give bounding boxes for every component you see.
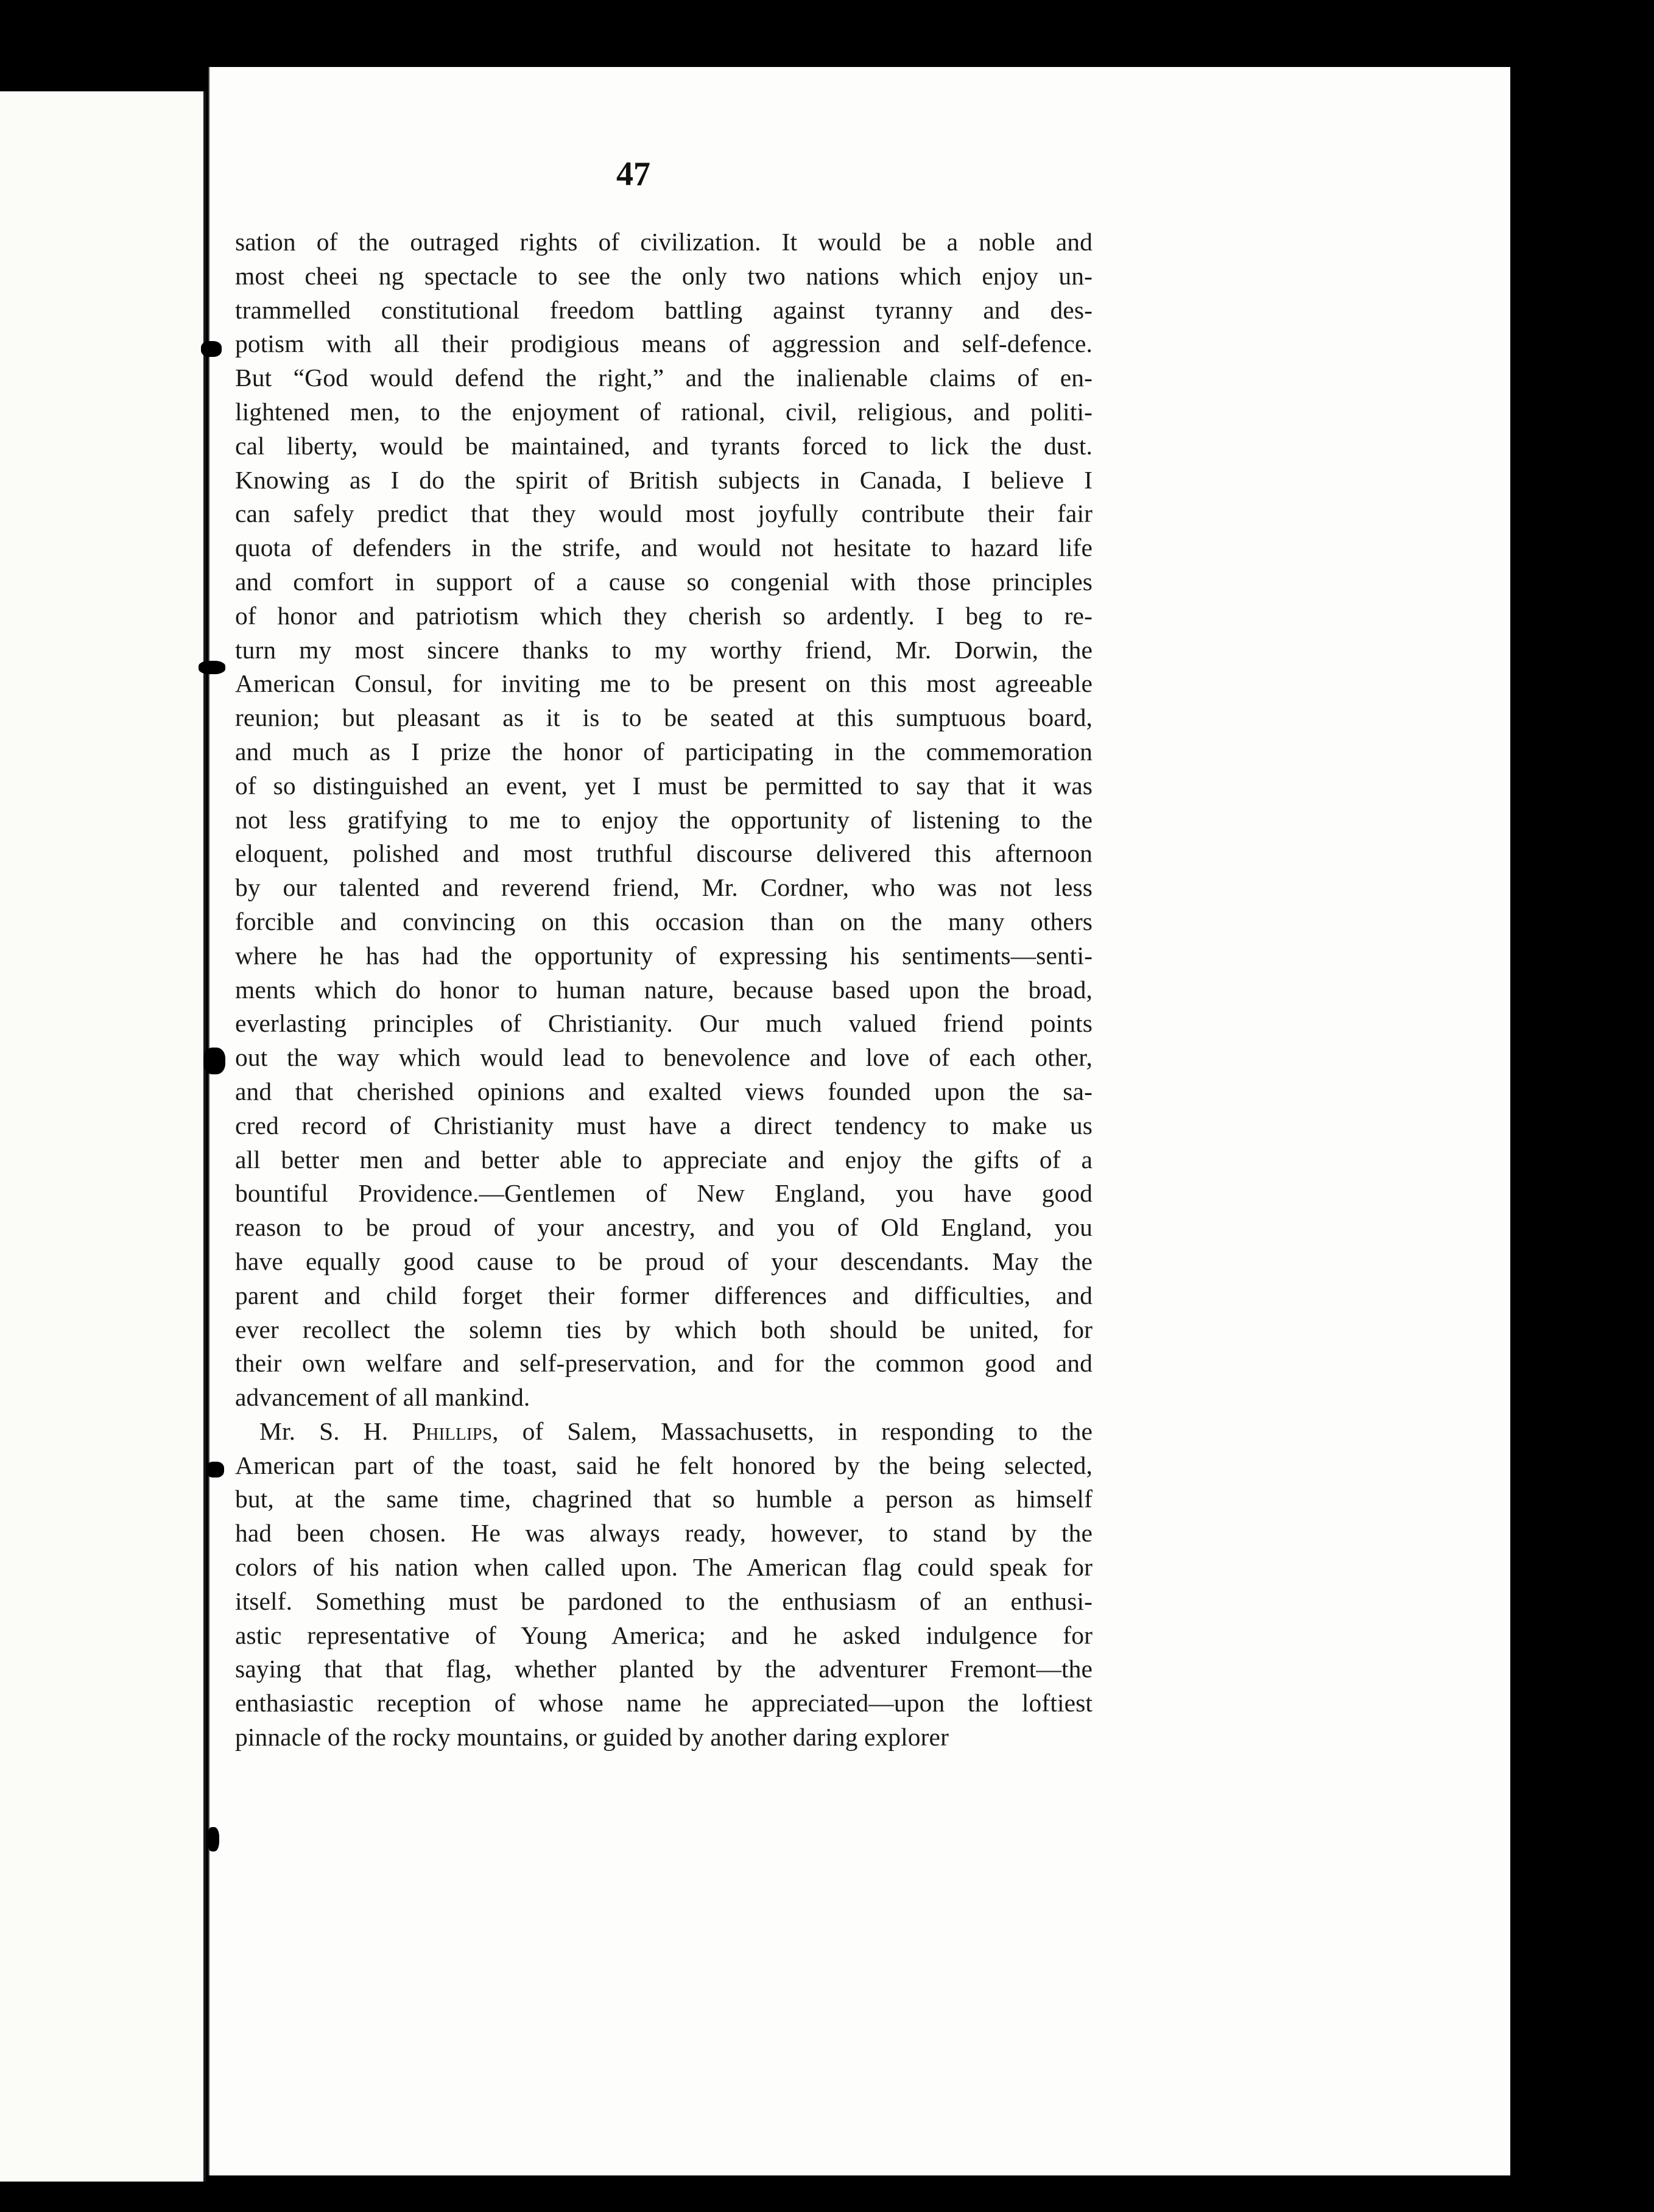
text-line: and comfort in support of a cause so congenial with those principles (235, 567, 1093, 596)
text-line: out the way which would lead to benevolence and love of each other, (235, 1043, 1093, 1072)
text-line: most cheei ng spectacle to see the only two nations which enjoy un- (235, 261, 1093, 290)
text-line: quota of defenders in the strife, and would not hesitate to hazard life (235, 534, 1093, 562)
text-line: everlasting principles of Christianity. Our much valued friend points (235, 1009, 1093, 1038)
text-line: trammelled constitutional freedom battling against tyranny and des- (235, 295, 1093, 324)
text-line: had been chosen. He was always ready, however, to stand by the (235, 1519, 1093, 1548)
binding-mark (206, 1462, 224, 1478)
text-line: forcible and convincing on this occasion than on the many others (235, 907, 1093, 935)
text-line: potism with all their prodigious means of aggression and self-defence. (235, 329, 1093, 358)
text-line: cred record of Christianity must have a direct tendency to make us (235, 1111, 1093, 1139)
text-line: ever recollect the solemn ties by which both should be united, for (235, 1315, 1093, 1344)
speaker-name: Phillips (412, 1417, 493, 1445)
text-line: eloquent, polished and most truthful discourse delivered this afternoon (235, 839, 1093, 868)
text-line: Knowing as I do the spirit of British subjects in Canada, I believe I (235, 465, 1093, 494)
text-line: parent and child forget their former differences and difficulties, and (235, 1281, 1093, 1309)
text-line: can safely predict that they would most joyfully contribute their fair (235, 499, 1093, 528)
text-line: bountiful Providence.—Gentlemen of New England, you have good (235, 1179, 1093, 1208)
text-line: where he has had the opportunity of expressing his sentiments—senti- (235, 941, 1093, 970)
paragraph-phillips-response (235, 1415, 1093, 1755)
text-line: their own welfare and self-preservation, and for the common good and (235, 1349, 1093, 1378)
text-line: reunion; but pleasant as it is to be seated at this sumptuous board, (235, 703, 1093, 732)
text-line: saying that that flag, whether planted by the adventurer Fremont—the (235, 1655, 1093, 1683)
text-line: itself. Something must be pardoned to the enthusiasm of an enthusi- (235, 1587, 1093, 1615)
binding-mark (199, 661, 225, 674)
binding-mark (207, 1827, 219, 1851)
speaker-detail: , of Salem, Massachusetts, in responding to the (492, 1417, 1093, 1445)
text-line: lightened men, to the enjoyment of rational, civil, religious, and politi- (235, 397, 1093, 426)
text-line: and that cherished opinions and exalted views founded upon the sa- (235, 1077, 1093, 1105)
text-line: of so distinguished an event, yet I must be permitted to say that it was (235, 771, 1093, 800)
text-line: colors of his nation when called upon. The American flag could speak for (235, 1553, 1093, 1582)
text-line: reason to be proud of your ancestry, and you of Old England, you (235, 1213, 1093, 1242)
text-line: have equally good cause to be proud of your descendants. May the (235, 1247, 1093, 1275)
text-line: turn my most sincere thanks to my worthy friend, Mr. Dorwin, the (235, 635, 1093, 664)
text-line: pinnacle of the rocky mountains, or guided by another daring explorer (235, 1723, 949, 1752)
text-line: astic representative of Young America; and he asked indulgence for (235, 1621, 1093, 1649)
text-line: American part of the toast, said he felt honored by the being selected, (235, 1451, 1093, 1479)
text-line: sation of the outraged rights of civilization. It would be a noble and (235, 228, 1093, 256)
text-line: and much as I prize the honor of participating in the commemoration (235, 737, 1093, 766)
speaker-prefix: Mr. S. H. (259, 1417, 412, 1445)
paragraph-speech-continuation (235, 225, 1093, 1415)
text-line: American Consul, for inviting me to be present on this most agreeable (235, 669, 1093, 698)
binding-mark (203, 1048, 225, 1074)
text-line: But “God would defend the right,” and the inalienable claims of en- (235, 364, 1093, 392)
text-line: but, at the same time, chagrined that so humble a person as himself (235, 1485, 1093, 1513)
left-page (0, 91, 206, 2182)
text-line: enthasiastic reception of whose name he appreciated—upon the loftiest (235, 1689, 1093, 1717)
page-number: 47 (616, 155, 650, 193)
text-line: ments which do honor to human nature, because based upon the broad, (235, 975, 1093, 1004)
binding-mark (1608, 834, 1628, 850)
binding-mark (201, 341, 222, 357)
text-line: cal liberty, would be maintained, and tyrants forced to lick the dust. (235, 431, 1093, 460)
text-line: advancement of all mankind. (235, 1383, 530, 1412)
text-line (235, 1415, 1093, 1449)
text-line: of honor and patriotism which they cherish so ardently. I beg to re- (235, 601, 1093, 630)
text-line: by our talented and reverend friend, Mr. Cordner, who was not less (235, 873, 1093, 902)
text-line: not less gratifying to me to enjoy the opportunity of listening to the (235, 805, 1093, 834)
text-line: all better men and better able to appreciate and enjoy the gifts of a (235, 1145, 1093, 1174)
body-text (235, 225, 1093, 1755)
